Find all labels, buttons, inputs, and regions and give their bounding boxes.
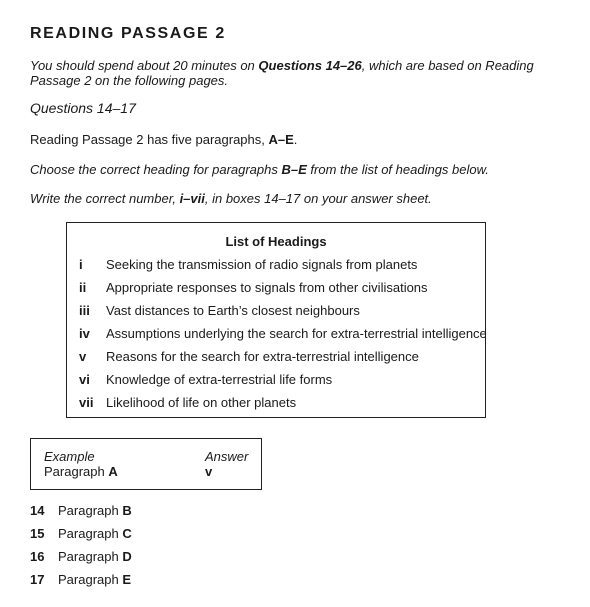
heading-item	[79, 349, 419, 364]
question-text	[58, 549, 132, 564]
question-paragraph-text: Paragraph	[58, 572, 123, 587]
question-paragraph-letter: C	[122, 526, 132, 541]
intro-part1: You should spend about 20 minutes on	[30, 58, 259, 73]
heading-item	[79, 303, 360, 318]
instruction2-end: from the list of headings below.	[306, 162, 489, 177]
heading-text: Likelihood of life on other planets	[106, 395, 297, 410]
question-paragraph-text: Paragraph	[58, 549, 123, 564]
heading-number: v	[79, 349, 87, 364]
question-range: Questions 14–17	[30, 100, 136, 116]
heading-number: iii	[79, 303, 90, 318]
intro-questions: Questions 14–26	[258, 58, 362, 73]
instruction1-end: .	[293, 132, 298, 147]
example-paragraph-text: Paragraph	[44, 464, 109, 479]
question-paragraph-letter: B	[122, 503, 132, 518]
passage-title: READING PASSAGE 2	[30, 25, 226, 42]
instruction2-bold: B–E	[281, 162, 307, 177]
heading-number: vi	[79, 372, 90, 387]
heading-item	[79, 372, 332, 387]
question-item	[30, 526, 132, 541]
heading-text: Vast distances to Earth’s closest neighbours	[106, 303, 360, 318]
instruction2-text: Choose the correct heading for paragraphs	[30, 162, 282, 177]
instruction-choose	[30, 162, 489, 177]
heading-number: ii	[79, 280, 87, 295]
answer-value: v	[205, 464, 213, 479]
instruction1-text: Reading Passage 2 has five paragraphs,	[30, 132, 269, 147]
instruction1-bold: A–E	[268, 132, 294, 147]
answer-label: Answer	[205, 449, 249, 464]
heading-number: i	[79, 257, 83, 272]
intro-text	[30, 58, 550, 88]
heading-text: Reasons for the search for extra-terrestrial intelligence	[106, 349, 419, 364]
heading-item	[79, 257, 417, 272]
example-box	[30, 438, 262, 490]
heading-item	[79, 395, 296, 410]
question-paragraph-letter: E	[122, 572, 131, 587]
heading-text: Seeking the transmission of radio signals from planets	[106, 257, 418, 272]
question-item	[30, 503, 132, 518]
instruction-write	[30, 191, 432, 206]
example-paragraph	[44, 464, 118, 479]
question-text	[58, 503, 132, 518]
instruction3-end: , in boxes 14–17 on your answer sheet.	[204, 191, 432, 206]
heading-text: Appropriate responses to signals from other civilisations	[106, 280, 428, 295]
question-number: 17	[30, 572, 45, 587]
heading-text: Knowledge of extra-terrestrial life forms	[106, 372, 333, 387]
heading-item	[79, 326, 487, 341]
question-paragraph-text: Paragraph	[58, 526, 123, 541]
question-text	[58, 526, 132, 541]
heading-item	[79, 280, 428, 295]
question-item	[30, 549, 132, 564]
instruction3-bold: i–vii	[179, 191, 205, 206]
example-paragraph-letter: A	[108, 464, 118, 479]
question-number: 15	[30, 526, 45, 541]
heading-number: iv	[79, 326, 90, 341]
instruction-paragraphs	[30, 132, 297, 147]
question-number: 16	[30, 549, 45, 564]
question-paragraph-text: Paragraph	[58, 503, 123, 518]
headings-title: List of Headings	[225, 234, 327, 249]
list-of-headings-box	[66, 222, 486, 418]
question-paragraph-letter: D	[122, 549, 132, 564]
instruction3-text: Write the correct number,	[30, 191, 180, 206]
question-item	[30, 572, 131, 587]
question-number: 14	[30, 503, 45, 518]
heading-text: Assumptions underlying the search for extra-terrestrial intelligence	[106, 326, 487, 341]
question-text	[58, 572, 131, 587]
heading-number: vii	[79, 395, 94, 410]
example-label: Example	[44, 449, 95, 464]
intro-part2: , which are based on Reading Passage 2 on the following pages.	[30, 58, 534, 88]
